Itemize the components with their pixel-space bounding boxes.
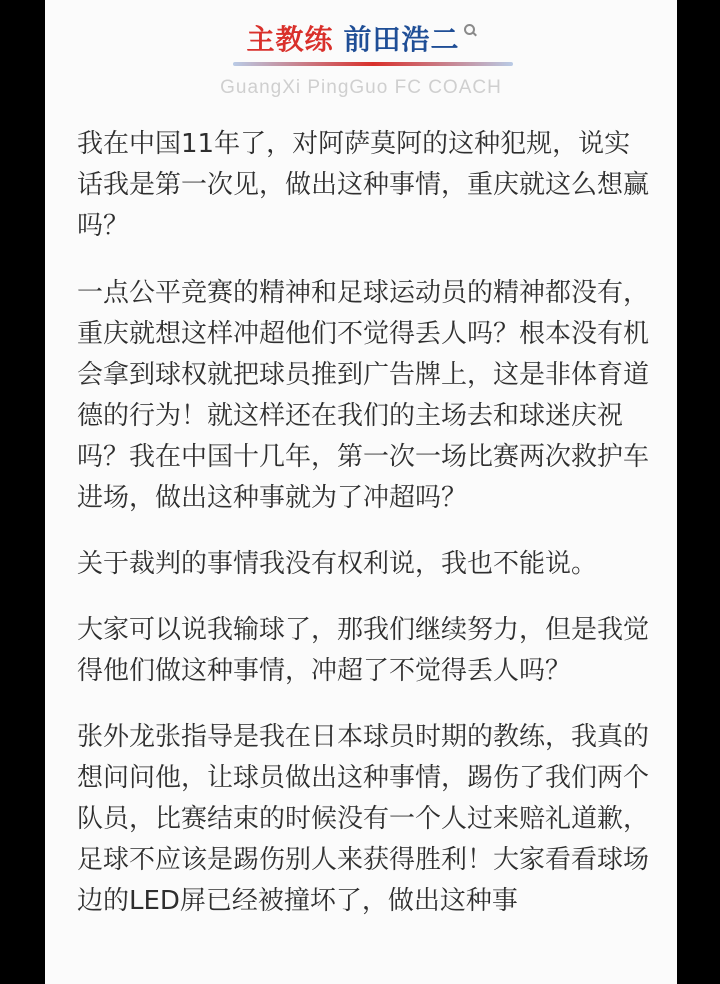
page-subtitle: GuangXi PingGuo FC COACH bbox=[220, 77, 502, 98]
title-name: 前田浩二 bbox=[343, 23, 460, 56]
paragraph-4: 大家可以说我输球了，那我们继续努力，但是我觉得他们做这种事情，冲超了不觉得丢人吗？ bbox=[77, 615, 650, 686]
title-role: 主教练 bbox=[246, 23, 334, 56]
article-body bbox=[77, 124, 655, 947]
highlighted-text[interactable]: 我在中国11年了，对阿萨莫阿的这种犯规，说实话我是第一次见，做出这种事情，重庆就这么想赢吗？ bbox=[77, 129, 650, 241]
paragraph-3: 关于裁判的事情我没有权利说，我也不能说。 bbox=[77, 549, 598, 579]
search-icon[interactable] bbox=[464, 24, 476, 36]
paragraph-1[interactable] bbox=[77, 124, 655, 247]
paragraph-2: 一点公平竞赛的精神和足球运动员的精神都没有，重庆就想这样冲超他们不觉得丢人吗？根本没有机会拿到球权就把球员推到广告牌上，这是非体育道德的行为！就这样还在我们的主场去和球迷庆祝吗？我在中国十几年，第一次一场比赛两次救护车进场，做出这种事就为了冲超吗？ bbox=[77, 278, 650, 513]
paragraph-5: 张外龙张指导是我在日本球员时期的教练，我真的想问问他，让球员做出这种事情，踢伤了我们两个队员，比赛结束的时候没有一个人过来赔礼道歉，足球不应该是踢伤别人来获得胜利！大家看看球场边的LED屏已经被撞坏了，做出这种事 bbox=[77, 722, 650, 916]
page-title bbox=[45, 20, 677, 60]
title-underline bbox=[233, 62, 513, 66]
article-page bbox=[45, 0, 677, 984]
